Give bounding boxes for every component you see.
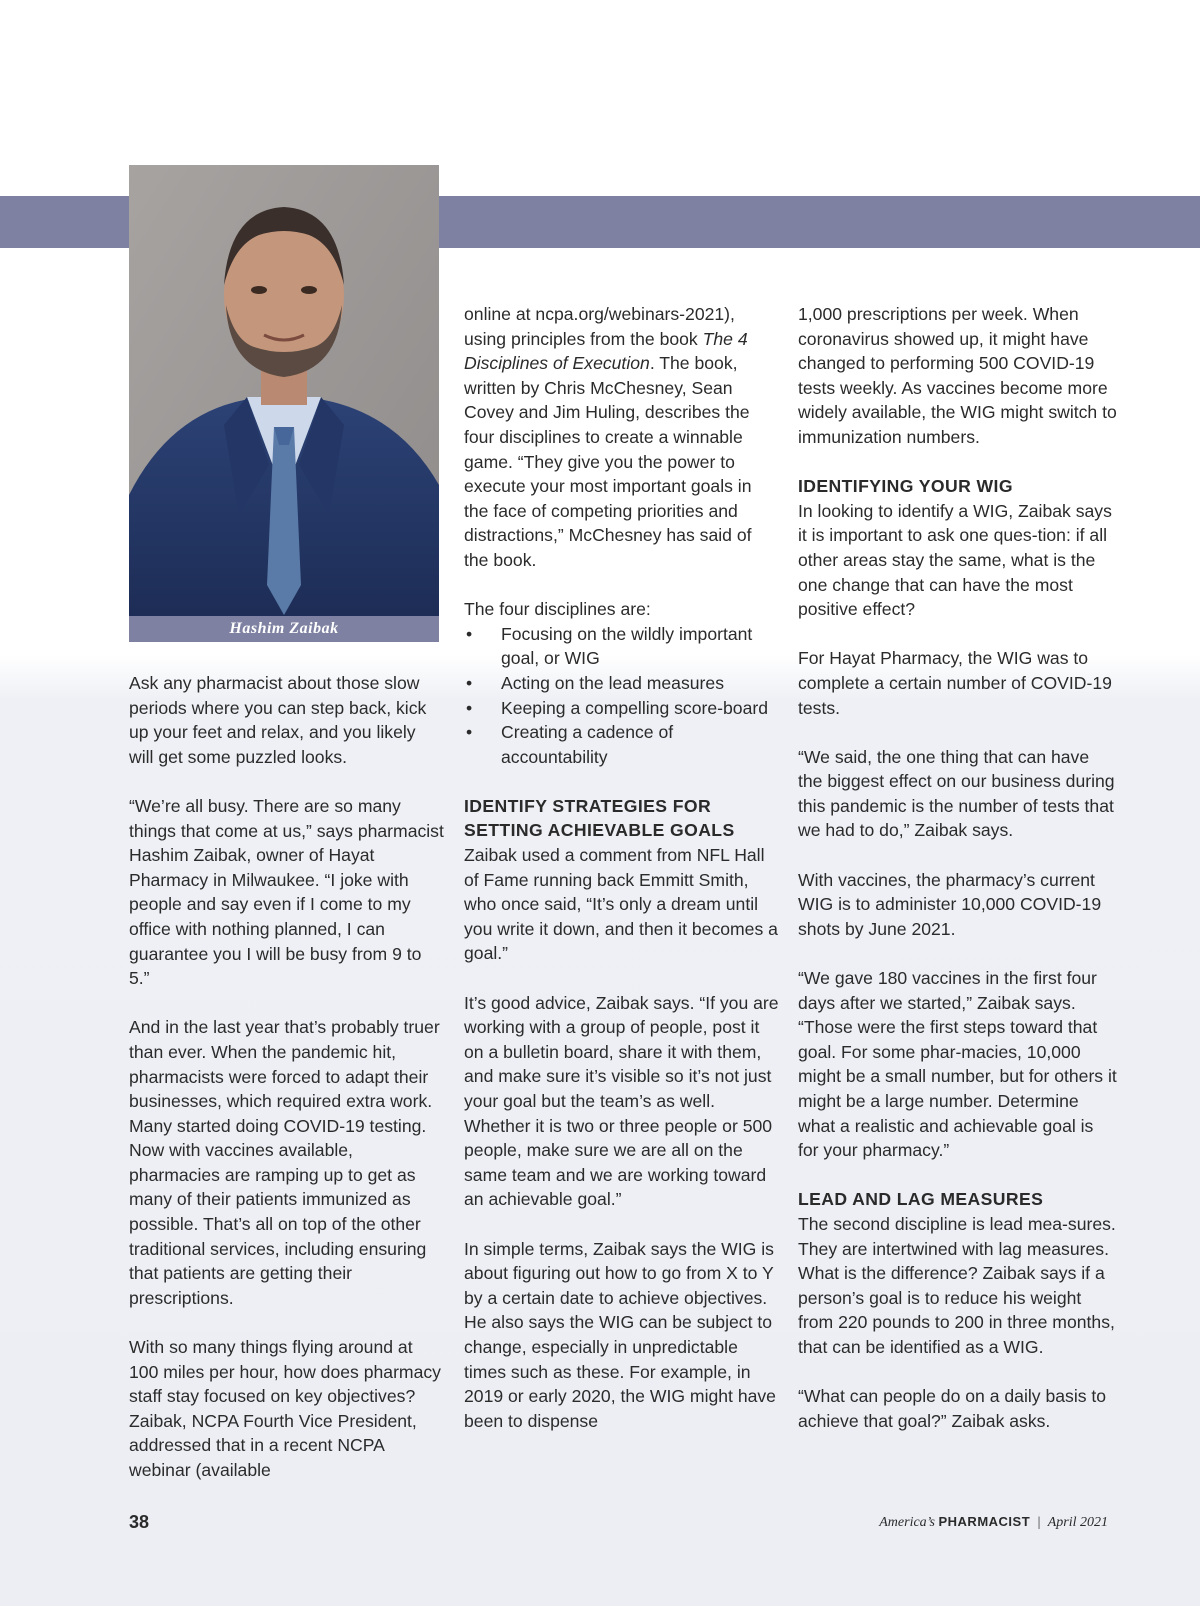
paragraph: In simple terms, Zaibak says the WIG is about figuring out how to go from X to Y by a certain date to achieve objectives. He also says the WIG can be subject to change, especially in unpredictable times such as these. For example, in 2019 or early 2020, the WIG might have been to dispense	[464, 1238, 776, 1431]
section-heading: IDENTIFY STRATEGIES FOR SETTING ACHIEVABLE GOALS	[464, 795, 735, 841]
article-column-3	[798, 302, 1118, 1458]
list-item-text: Creating a cadence of accountability	[501, 722, 674, 767]
section-heading: IDENTIFYING YOUR WIG	[798, 476, 1013, 497]
paragraph: “We said, the one thing that can have the biggest effect on our business during this pandemic is the number of tests that we had to do,” Zaibak says.	[798, 746, 1115, 841]
portrait-photo	[129, 165, 439, 642]
paragraph-text: . The book, written by Chris McChesney, Sean Covey and Jim Huling, describes the four disciplines to create a winnable game. “They give you the power to execute your most important goals in the face of competing priorities and distractions,” McChesney has said of the book.	[464, 353, 752, 570]
bullet: •	[466, 672, 473, 693]
paragraph: Zaibak used a comment from NFL Hall of Fame running back Emmitt Smith, who once said, “It’s only a dream until you write it down, and then it becomes a goal.”	[464, 845, 778, 964]
article-column-2	[464, 302, 779, 1458]
disciplines-list	[464, 622, 779, 770]
list-item-text: Acting on the lead measures	[501, 672, 724, 693]
paragraph: Ask any pharmacist about those slow periods where you can step back, kick up your feet and relax, and you likely will get some puzzled looks.	[129, 673, 427, 767]
paragraph: And in the last year that’s probably truer than ever. When the pandemic hit, pharmacists were forced to adapt their businesses, which required extra work. Many started doing COVID-19 testing. Now with vaccines available, pharmacies are ramping up to get as many of their patients immunized as possible. That’s all on top of the other traditional services, including ensuring that patients are getting their prescriptions.	[129, 1017, 440, 1308]
magazine-name: PHARMACIST	[938, 1514, 1031, 1529]
paragraph-text: online at ncpa.org/webinars-2021), using principles from the book	[464, 304, 735, 349]
paragraph: “What can people do on a daily basis to achieve that goal?” Zaibak asks.	[798, 1386, 1107, 1431]
magazine-prefix: America’s	[879, 1515, 935, 1530]
footer-separator: |	[1037, 1515, 1041, 1530]
portrait-image	[129, 165, 439, 642]
section-heading: LEAD AND LAG MEASURES	[798, 1189, 1044, 1210]
book-title: The 4 Disciplines of Execution	[464, 328, 748, 374]
article-column-1	[129, 671, 444, 1507]
paragraph: In looking to identify a WIG, Zaibak says it is important to ask one ques-tion: if all other areas stay the same, what is the one change that can have the most positive effect?	[798, 500, 1112, 620]
paragraph	[464, 302, 779, 573]
magazine-footer	[879, 1514, 1108, 1531]
list-item-text: Keeping a compelling score-board	[501, 697, 768, 718]
paragraph: With so many things flying around at 100 miles per hour, how does pharmacy staff stay focused on key objectives? Zaibak, NCPA Fourth Vice President, addressed that in a recent NCPA webinar (available	[129, 1337, 441, 1480]
bullet: •	[466, 697, 473, 718]
issue-date: April 2021	[1047, 1515, 1108, 1530]
list-item-text: Focusing on the wildly important goal, or WIG	[501, 623, 753, 669]
paragraph: With vaccines, the pharmacy’s current WIG is to administer 10,000 COVID-19 shots by June 2021.	[798, 869, 1102, 939]
list-intro: The four disciplines are:	[464, 599, 651, 620]
list-item	[464, 696, 779, 721]
paragraph: The second discipline is lead mea-sures. They are intertwined with lag measures. What is the difference? Zaibak says if a person’s goal is to reduce his weight from 220 pounds to 200 in three months, that can be identified as a WIG.	[798, 1213, 1116, 1357]
paragraph: 1,000 prescriptions per week. When coronavirus showed up, it might have changed to performing 500 COVID-19 tests weekly. As vaccines become more widely available, the WIG might switch to immunization numbers.	[798, 304, 1117, 447]
bullet: •	[466, 722, 473, 743]
paragraph: “We’re all busy. There are so many things that come at us,” says pharmacist Hashim Zaibak, owner of Hayat Pharmacy in Milwaukee. “I joke with people and say even if I come to my office with nothing planned, I can guarantee you I will be busy from 9 to 5.”	[129, 795, 444, 989]
page-number: 38	[129, 1512, 150, 1532]
photo-caption: Hashim Zaibak	[129, 616, 439, 642]
list-item	[464, 622, 779, 671]
bullet: •	[466, 623, 473, 644]
list-item	[464, 671, 779, 696]
paragraph: “We gave 180 vaccines in the first four days after we started,” Zaibak says. “Those were the first steps toward that goal. For some phar-macies, 10,000 might be a small number, but for others it might be a large number. Determine what a realistic and achievable goal is for your pharmacy.”	[798, 968, 1117, 1161]
list-item	[464, 720, 779, 769]
paragraph: For Hayat Pharmacy, the WIG was to complete a certain number of COVID-19 tests.	[798, 648, 1112, 718]
paragraph: It’s good advice, Zaibak says. “If you are working with a group of people, post it on a bulletin board, share it with them, and make sure it’s visible so it’s not just your goal but the team’s as well. Whether it is two or three people or 500 people, make sure we are all on the same team and we are working toward an achievable goal.”	[464, 992, 779, 1210]
